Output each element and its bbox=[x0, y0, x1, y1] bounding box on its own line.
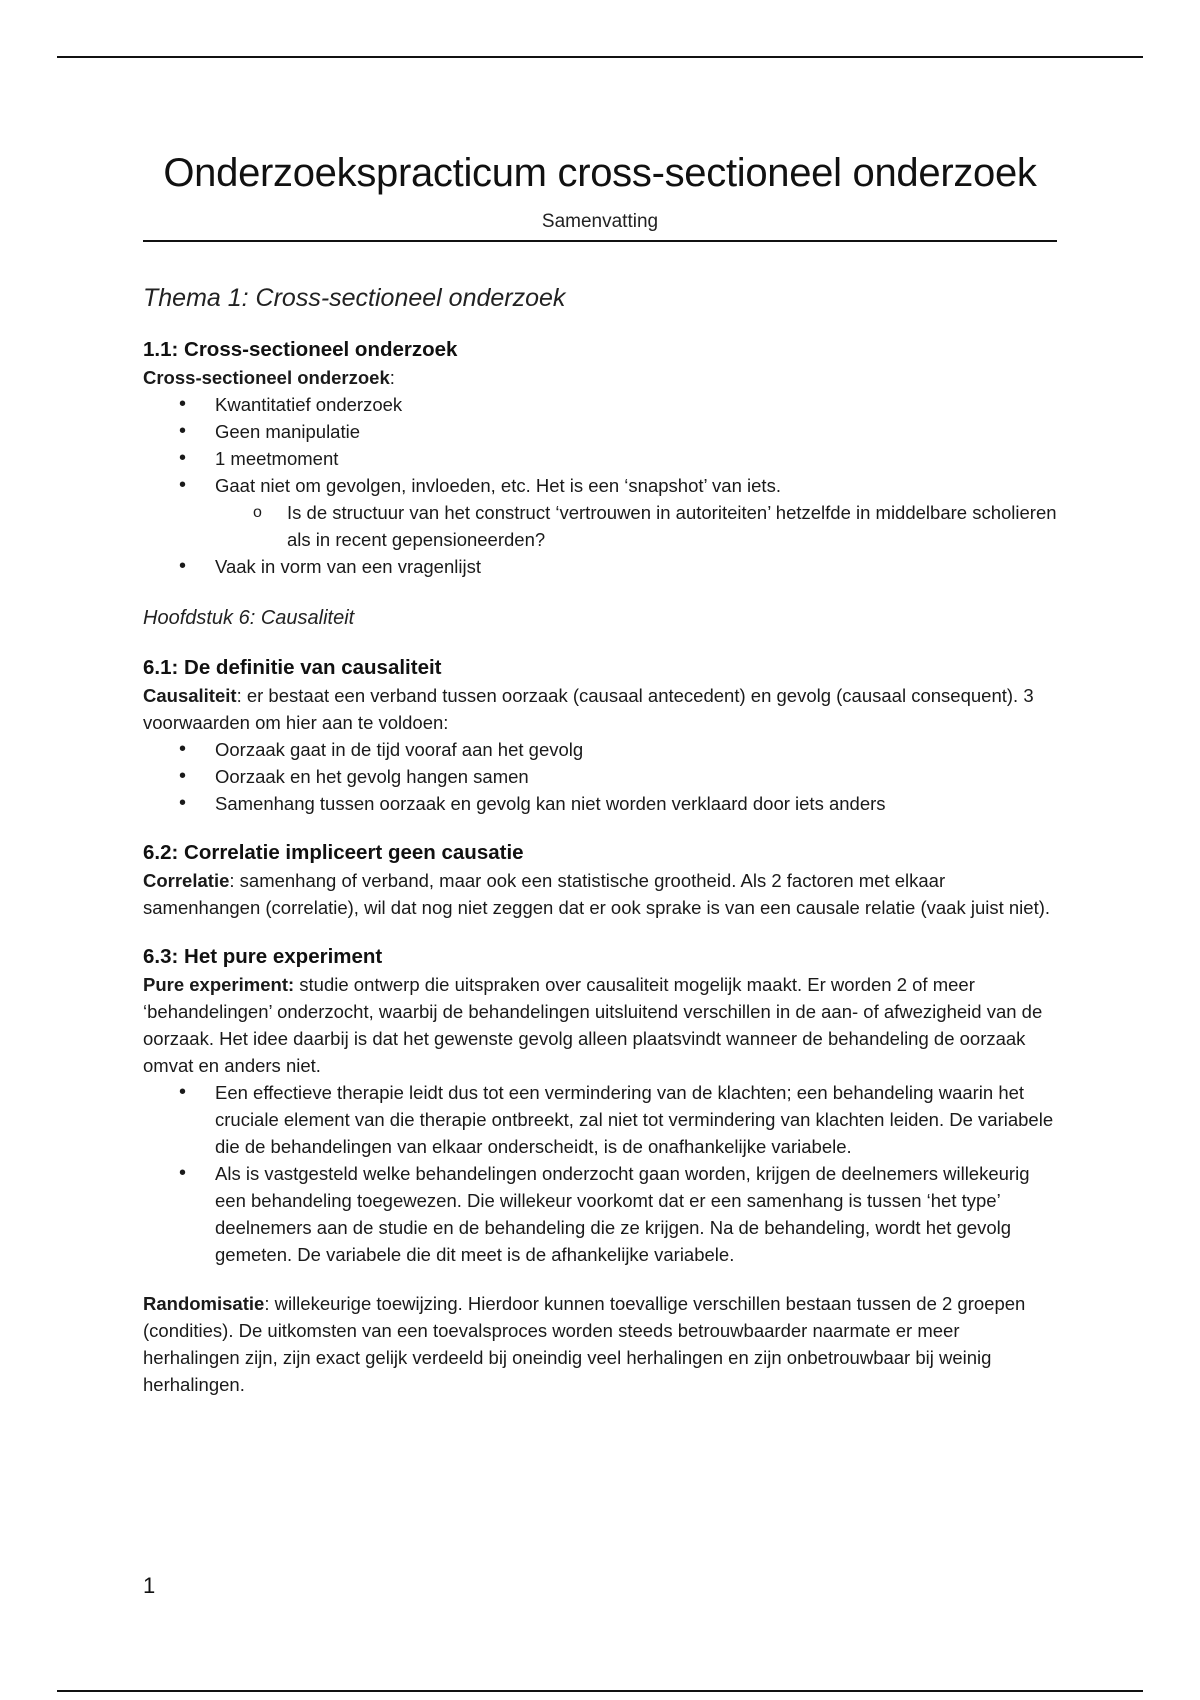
section-heading-6-2: 6.2: Correlatie impliceert geen causatie bbox=[143, 841, 524, 864]
list-item: • Een effectieve therapie leidt dus tot een vermindering van de klachten; een behandeling waarin het cruciale element van die therapie ontbreekt, zal niet tot vermindering van klachten leiden. De variabele die de behandelingen van elkaar onderscheidt, is de onafhankelijke variabele. bbox=[215, 1079, 1057, 1160]
list-item: • 1 meetmoment bbox=[215, 445, 1057, 472]
list-item bbox=[215, 472, 1057, 553]
list-item: • Vaak in vorm van een vragenlijst bbox=[215, 553, 1057, 580]
header-rule bbox=[57, 56, 1143, 58]
definition-cross-sectioneel bbox=[143, 364, 1057, 391]
list-item: • Kwantitatief onderzoek bbox=[215, 391, 1057, 418]
theme-heading: Thema 1: Cross-sectioneel onderzoek bbox=[143, 284, 566, 312]
list-item: • Samenhang tussen oorzaak en gevolg kan niet worden verklaard door iets anders bbox=[215, 790, 1057, 817]
bullet-list-6-1 bbox=[143, 736, 1057, 817]
definition-text: : samenhang of verband, maar ook een statistische grootheid. Als 2 factoren met elkaar samenhangen (correlatie), wil dat nog niet zeggen dat er ook sprake is van een causale relatie (vaak juist niet). bbox=[143, 870, 1051, 918]
section-heading-6-1: 6.1: De definitie van causaliteit bbox=[143, 656, 442, 679]
list-item: • Oorzaak gaat in de tijd vooraf aan het gevolg bbox=[215, 736, 1057, 763]
list-item: • Oorzaak en het gevolg hangen samen bbox=[215, 763, 1057, 790]
list-item: • Geen manipulatie bbox=[215, 418, 1057, 445]
document-subtitle: Samenvatting bbox=[541, 211, 659, 232]
term-pure-experiment: Pure experiment: bbox=[143, 974, 295, 995]
bullet-list-6-3 bbox=[143, 1079, 1057, 1268]
definition-text: : willekeurige toewijzing. Hierdoor kunnen toevallige verschillen bestaan tussen de 2 groepen (condities). De uitkomsten van een toevalsproces worden steeds betrouwbaarder naarmate er meer herhalingen zijn, zijn exact gelijk verdeeld bij oneindig veel herhalingen en zijn onbetrouwbaar bij weinig herhalingen. bbox=[143, 1293, 1026, 1395]
term-causaliteit: Causaliteit bbox=[143, 685, 237, 706]
title-underline bbox=[143, 240, 1057, 242]
list-item-text: Gaat niet om gevolgen, invloeden, etc. Het is een ‘snapshot’ van iets. bbox=[215, 475, 781, 496]
sub-list-item: o Is de structuur van het construct ‘vertrouwen in autoriteiten’ hetzelfde in middelbare scholieren als in recent gepensioneerden? bbox=[287, 499, 1057, 553]
footer-rule bbox=[57, 1690, 1143, 1692]
term-randomisatie: Randomisatie bbox=[143, 1293, 265, 1314]
definition-correlatie bbox=[143, 867, 1057, 921]
term-suffix: : bbox=[389, 367, 395, 388]
bullet-list-1-1 bbox=[143, 391, 1057, 580]
section-heading-1-1: 1.1: Cross-sectioneel onderzoek bbox=[143, 338, 458, 361]
page-number: 1 bbox=[143, 1573, 156, 1598]
definition-text: studie ontwerp die uitspraken over causaliteit mogelijk maakt. Er worden 2 of meer ‘behandelingen’ onderzocht, waarbij de behandelingen uitsluitend verschillen in de aan- of afwezigheid van de oorzaak. Het idee daarbij is dat het gewenste gevolg alleen plaatsvindt wanneer de behandeling de oorzaak omvat en anders niet. bbox=[143, 974, 1043, 1076]
term-correlatie: Correlatie bbox=[143, 870, 230, 891]
list-item: • Als is vastgesteld welke behandelingen onderzocht gaan worden, krijgen de deelnemers willekeurig een behandeling toegewezen. Die willekeur voorkomt dat er een samenhang is tussen ‘het type’ deelnemers aan de studie en de behandeling die ze krijgen. Na de behandeling, wordt het gevolg gemeten. De variabele die dit meet is de afhankelijke variabele. bbox=[215, 1160, 1057, 1268]
section-heading-6-3: 6.3: Het pure experiment bbox=[143, 945, 383, 968]
chapter-heading: Hoofdstuk 6: Causaliteit bbox=[143, 607, 355, 629]
definition-text: : er bestaat een verband tussen oorzaak (causaal antecedent) en gevolg (causaal consequent). 3 voorwaarden om hier aan te voldoen: bbox=[143, 685, 1034, 733]
term-cross-sectioneel: Cross-sectioneel onderzoek bbox=[143, 367, 390, 388]
definition-pure-experiment bbox=[143, 971, 1057, 1079]
document-body bbox=[143, 280, 1057, 1398]
definition-randomisatie bbox=[143, 1290, 1057, 1398]
sub-bullet-list bbox=[215, 499, 1057, 553]
document-title: Onderzoekspracticum cross-sectioneel onderzoek bbox=[163, 151, 1037, 195]
definition-causaliteit bbox=[143, 682, 1057, 736]
